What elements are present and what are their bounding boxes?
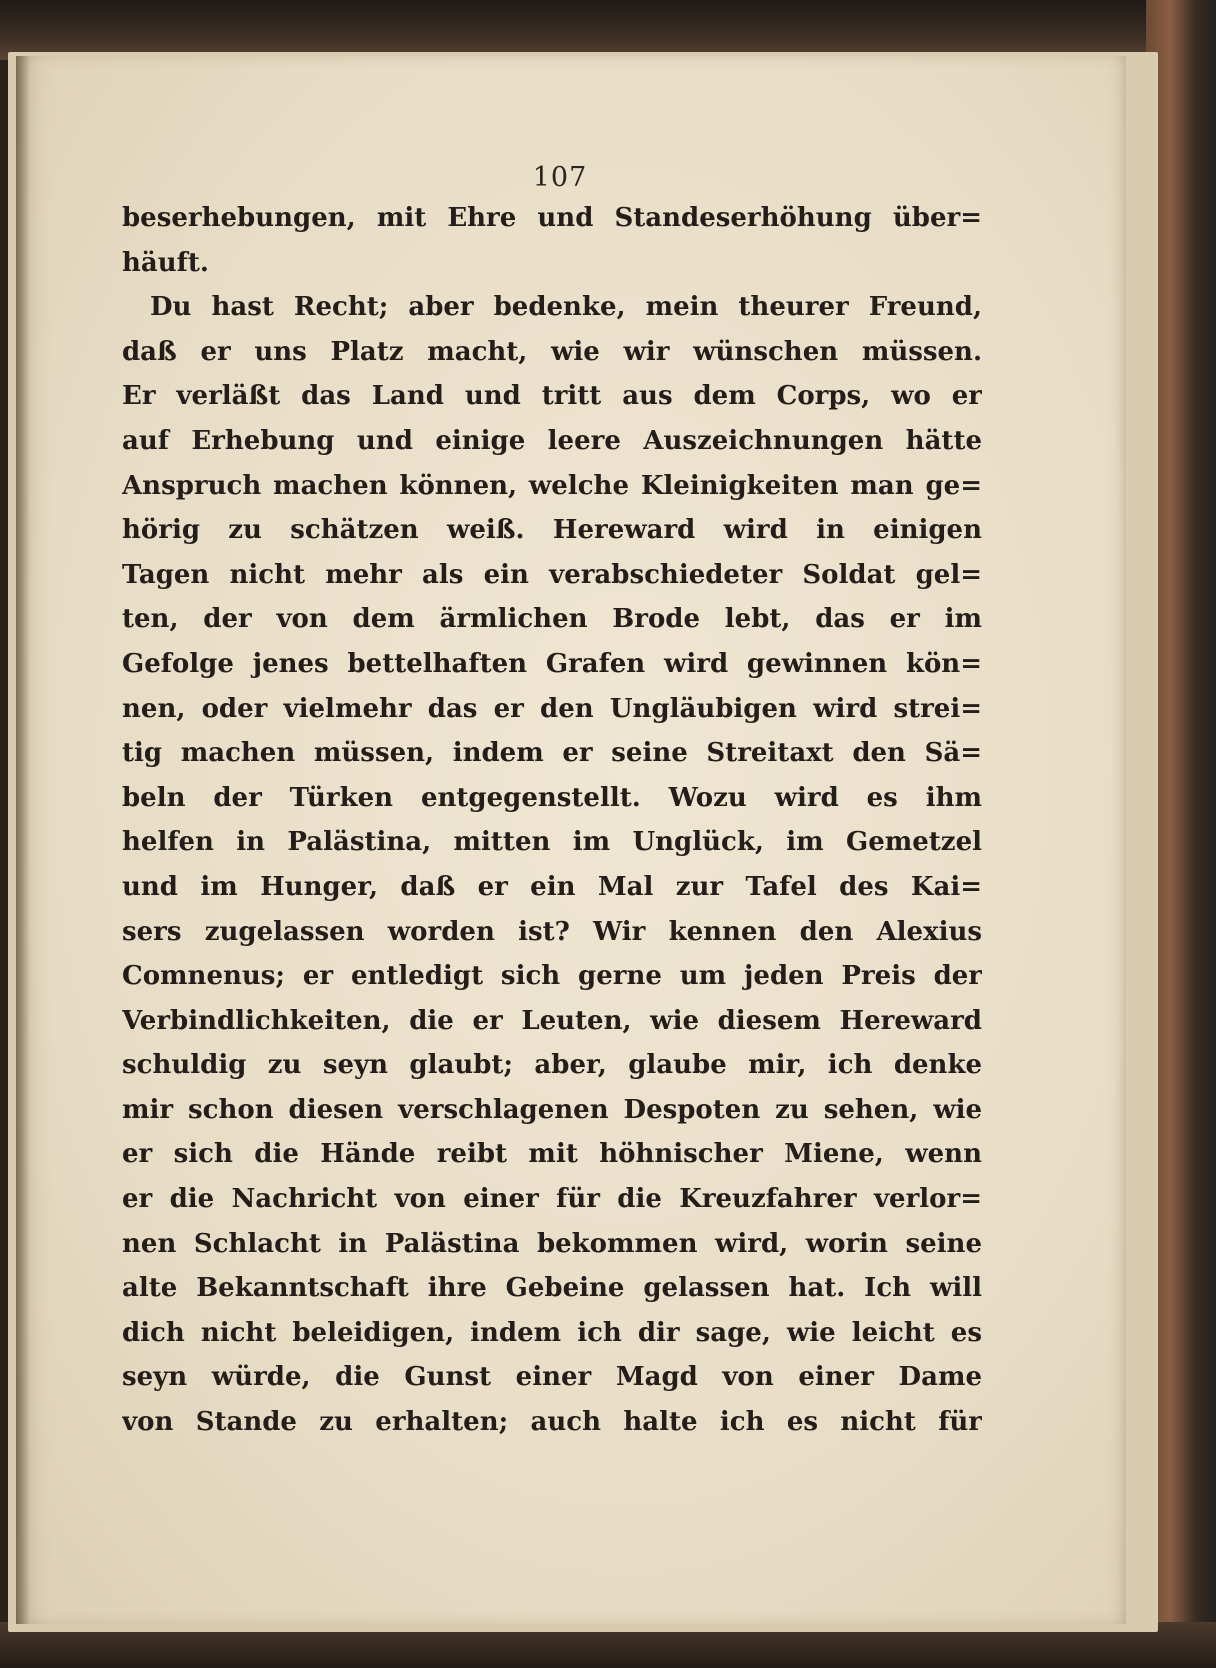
text-line: er sich die Hände reibt mit höhnischer Miene, wenn [122,1139,982,1170]
text-line: alte Bekanntschaft ihre Gebeine gelassen hat. Ich will [122,1273,982,1304]
text-line: Gefolge jenes bettelhaften Grafen wird gewinnen kön= [122,648,982,679]
text-line: dich nicht beleidigen, indem ich dir sage, wie leicht es [122,1317,982,1348]
text-line: tig machen müssen, indem er seine Streitaxt den Sä= [122,738,982,769]
text-line: er die Nachricht von einer für die Kreuzfahrer verlor= [122,1184,982,1215]
text-line: und im Hunger, daß er ein Mal zur Tafel des Kai= [122,871,982,902]
text-line: beserhebungen, mit Ehre und Standeserhöhung über= [122,203,982,233]
text-line: häuft. [122,247,209,278]
text-line: helfen in Palästina, mitten im Unglück, im Gemetzel [122,827,982,858]
text-line: daß er uns Platz macht, wie wir wünschen müssen. [122,336,982,367]
text-line: Anspruch machen können, welche Kleinigkeiten man ge= [122,470,982,501]
text-line: nen, oder vielmehr das er den Ungläubigen wird strei= [122,693,982,724]
text-line: beln der Türken entgegenstellt. Wozu wird es ihm [122,782,982,813]
text-line: Du hast Recht; aber bedenke, mein theurer Freund, [150,292,982,323]
text-line: von Stande zu erhalten; auch halte ich es nicht für [122,1407,982,1438]
gutter-shadow [16,56,30,1624]
text-line: schuldig zu seyn glaubt; aber, glaube mir, ich denke [122,1050,982,1081]
text-line: sers zugelassen worden ist? Wir kennen den Alexius [122,916,982,947]
text-line: mir schon diesen verschlagenen Despoten zu sehen, wie [122,1094,982,1125]
text-line: Er verläßt das Land und tritt aus dem Corps, wo er [122,381,982,412]
text-line: nen Schlacht in Palästina bekommen wird, worin seine [122,1228,982,1259]
text-line: Verbindlichkeiten, die er Leuten, wie diesem Hereward [122,1005,982,1036]
text-line: Tagen nicht mehr als ein verabschiedeter Soldat gel= [122,559,982,590]
text-line: hörig zu schätzen weiß. Hereward wird in einigen [122,515,982,546]
text-line: seyn würde, die Gunst einer Magd von einer Dame [122,1362,982,1393]
body-text [122,196,982,1445]
cover-top-edge [0,0,1216,60]
text-line: ten, der von dem ärmlichen Brode lebt, das er im [122,604,982,635]
text-line: auf Erhebung und einige leere Auszeichnungen hätte [122,425,982,456]
text-line: Comnenus; er entledigt sich gerne um jeden Preis der [122,961,982,992]
page-number: 107 [532,162,588,193]
